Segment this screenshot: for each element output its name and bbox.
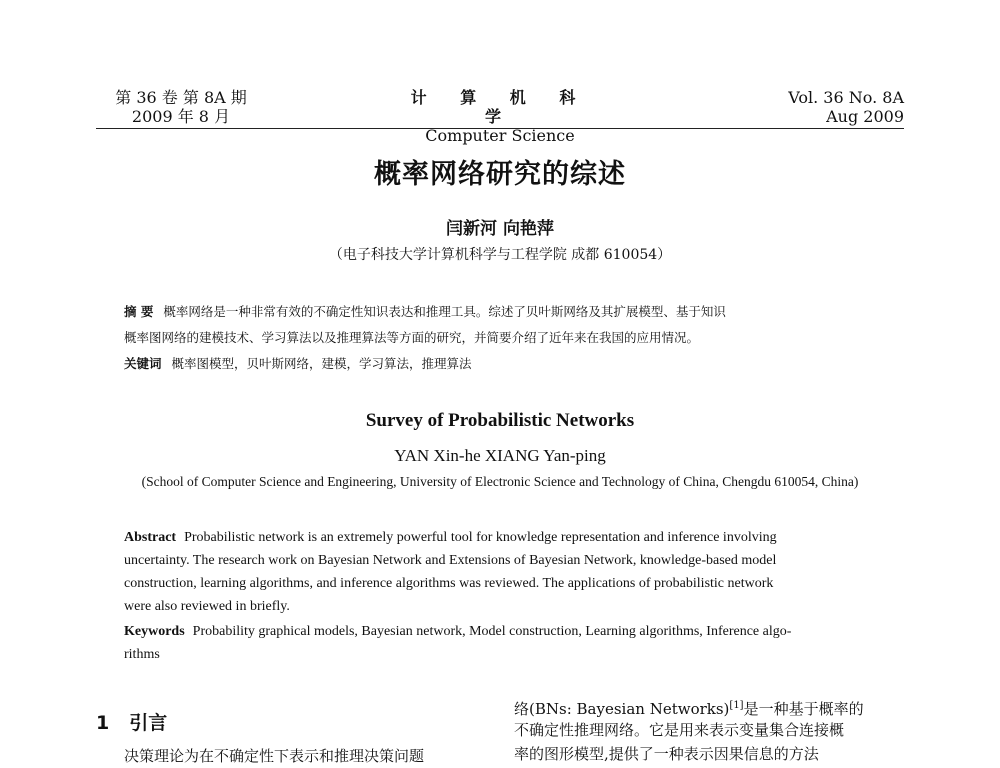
keywords-cn-text: 概率图模型，贝叶斯网络，建模，学习算法，推理算法: [171, 356, 472, 371]
header-rule: [96, 128, 904, 129]
abstract-en-text-1: Probabilistic network is an extremely powerful tool for knowledge representation and inference involving: [184, 530, 777, 545]
abstract-en-line-4: were also reviewed in briefly.: [124, 599, 290, 614]
right-column: [514, 694, 904, 766]
abstract-en-line-1: [124, 526, 884, 549]
right-column-line-3: 率的图形模型,提供了一种表示因果信息的方法: [514, 745, 819, 763]
citation-ref[interactable]: [1]: [729, 700, 744, 711]
section-heading-intro: [96, 708, 187, 735]
authors-en: YAN Xin-he XIANG Yan-ping: [394, 446, 606, 465]
volume-issue-cn: 第 36 卷 第 8A 期: [115, 88, 247, 107]
date-en: Aug 2009: [826, 107, 904, 126]
authors-cn: 闫新河 向艳萍: [446, 219, 554, 239]
journal-name-en: Computer Science: [425, 126, 575, 145]
keywords-en-line-1: [124, 620, 884, 643]
affiliation-en: (School of Computer Science and Engineering, University of Electronic Science and Technology of China, Chengdu 610054, China): [141, 474, 859, 489]
keywords-cn-label: 关键词: [124, 356, 162, 371]
paper-title-cn: 概率网络研究的综述: [374, 159, 626, 190]
abstract-cn-line-1: [124, 300, 884, 324]
left-column-text: 决策理论为在不确定性下表示和推理决策问题: [124, 747, 425, 765]
abstract-en-line-3: construction, learning algorithms, and inference algorithms was reviewed. The applications of probabilistic network: [124, 576, 774, 591]
date-cn: 2009 年 8 月: [131, 107, 231, 126]
keywords-en-text-1: Probability graphical models, Bayesian network, Model construction, Learning algorithms, Inference algo-: [192, 624, 792, 639]
header-center: [400, 88, 600, 145]
keywords-en-label: Keywords: [124, 624, 185, 639]
abstract-en-label: Abstract: [124, 530, 177, 545]
right-line-1-post: 是一种基于概率的: [743, 700, 864, 718]
section-number: 1: [96, 712, 110, 734]
affiliation-cn: （电子科技大学计算机科学与工程学院 成都 610054）: [328, 247, 672, 263]
right-line-1-pre: 络(BNs: Bayesian Networks): [514, 700, 730, 718]
keywords-en-line-2: rithms: [124, 647, 160, 662]
right-column-line-2: 不确定性推理网络。它是用来表示变量集合连接概: [514, 721, 845, 739]
volume-issue-en: Vol. 36 No. 8A: [788, 88, 904, 107]
abstract-cn-line-2: [124, 326, 884, 350]
section-title: 引言: [129, 712, 168, 734]
abstract-en-line-2: uncertainty. The research work on Bayesian Network and Extensions of Bayesian Network, knowledge-based model: [124, 553, 777, 568]
abstract-cn-label: 摘 要: [124, 304, 154, 319]
abstract-cn-text-2: 概率图网络的建模技术、学习算法以及推理算法等方面的研究，并简要介绍了近年来在我国的应用情况。: [124, 330, 700, 345]
keywords-cn: [124, 352, 884, 376]
paper-title-en: Survey of Probabilistic Networks: [365, 410, 635, 431]
right-column-line-1: [514, 694, 904, 718]
header-right: [740, 88, 904, 126]
abstract-cn-text-1: 概率网络是一种非常有效的不确定性知识表达和推理工具。综述了贝叶斯网络及其扩展模型、基于知识: [163, 304, 726, 319]
journal-name-cn: 计 算 机 科 学: [410, 88, 590, 126]
header-left: [96, 88, 266, 126]
